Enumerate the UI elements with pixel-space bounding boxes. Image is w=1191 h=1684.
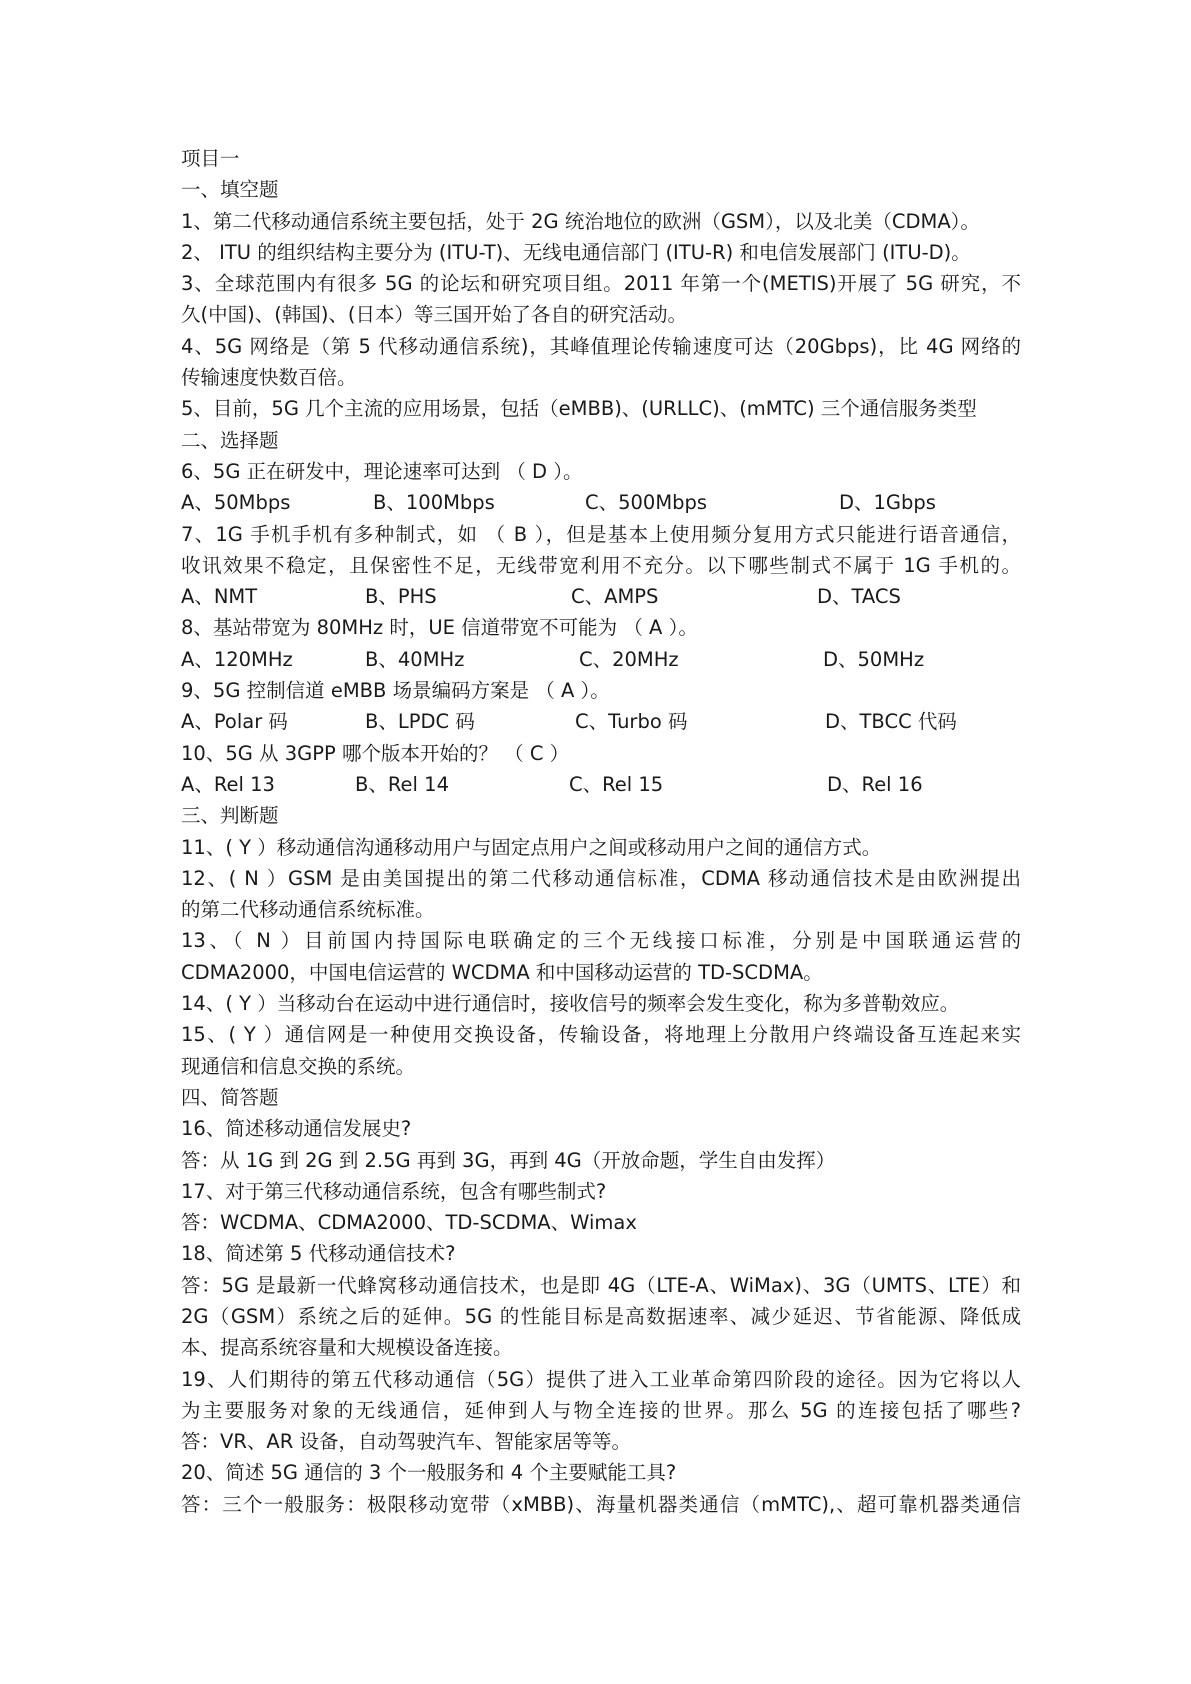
option-b: B、100Mbps — [373, 491, 495, 515]
question-4-line-1: 4、5G 网络是（第 5 代移动通信系统)，其峰值理论传输速度可达（20Gbps)，比 4G 网络的 — [181, 334, 1021, 358]
question-7-options — [181, 581, 1021, 612]
option-a: A、50Mbps — [181, 491, 291, 515]
option-b: B、Rel 14 — [355, 772, 449, 796]
option-a: A、NMT — [181, 585, 258, 609]
answer-20-line-1: 答：三个一般服务：极限移动宽带（xMBB)、海量机器类通信（mMTC),、超可靠机器类通信 — [181, 1492, 1021, 1516]
question-2: 2、 ITU 的组织结构主要分为 (ITU-T)、无线电通信部门 (ITU-R) 和电信发展部门 (ITU-D)。 — [181, 240, 971, 264]
section-heading-short: 四、简答题 — [181, 1085, 279, 1109]
question-9: 9、5G 控制信道 eMBB 场景编码方案是 （ A ）。 — [181, 679, 610, 703]
section-heading-fill: 一、填空题 — [181, 178, 279, 202]
answer-18-line-1: 答：5G 是最新一代蜂窝移动通信技术，也是即 4G（LTE-A、WiMax)、3G（UMTS、LTE）和 — [181, 1273, 1021, 1297]
answer-19: 答：VR、AR 设备，自动驾驶汽车、智能家居等等。 — [181, 1430, 631, 1454]
answer-17: 答：WCDMA、CDMA2000、TD-SCDMA、Wimax — [181, 1211, 637, 1235]
question-10: 10、5G 从 3GPP 哪个版本开始的？ （ C ） — [181, 741, 570, 765]
question-6-options — [181, 487, 1021, 518]
option-c: C、AMPS — [571, 585, 659, 609]
question-7-line-2: 收讯效果不稳定，且保密性不足，无线带宽利用不充分。以下哪些制式不属于 1G 手机的。 — [181, 553, 1021, 577]
answer-18-line-2: 2G（GSM）系统之后的延伸。5G 的性能目标是高数据速率、减少延迟、节省能源、降低成 — [181, 1304, 1021, 1328]
question-15-line-2: 现通信和信息交换的系统。 — [181, 1054, 416, 1078]
document-title: 项目一 — [181, 147, 240, 170]
option-d: D、TACS — [817, 585, 901, 609]
question-13-line-1: 13、（ N ）目前国内持国际电联确定的三个无线接口标准，分别是中国联通运营的 — [181, 929, 1021, 953]
answer-18-line-3: 本、提高系统容量和大规模设备连接。 — [181, 1336, 513, 1360]
question-12-line-1: 12、( N ）GSM 是由美国提出的第二代移动通信标准，CDMA 移动通信技术是由欧洲提出 — [181, 866, 1021, 890]
option-d: D、50MHz — [823, 647, 925, 671]
option-c: C、Turbo 码 — [575, 710, 688, 734]
option-b: B、LPDC 码 — [365, 710, 475, 734]
question-9-options — [181, 706, 1021, 737]
question-20: 20、简述 5G 通信的 3 个一般服务和 4 个主要赋能工具? — [181, 1461, 677, 1485]
option-c: C、500Mbps — [585, 491, 708, 515]
option-d: D、Rel 16 — [827, 772, 923, 796]
question-10-options — [181, 769, 1021, 800]
question-13-line-2: CDMA2000，中国电信运营的 WCDMA 和中国移动运营的 TD-SCDMA。 — [181, 960, 823, 984]
section-heading-choice: 二、选择题 — [181, 428, 279, 452]
option-a: A、Rel 13 — [181, 772, 275, 796]
question-14: 14、( Y ）当移动台在运动中进行通信时，接收信号的频率会发生变化，称为多普勒效应。 — [181, 992, 960, 1016]
question-3-line-1: 3、全球范围内有很多 5G 的论坛和研究项目组。2011 年第一个(METIS)开展了 5G 研究，不 — [181, 272, 1021, 296]
answer-16: 答：从 1G 到 2G 到 2.5G 再到 3G，再到 4G（开放命题，学生自由发挥） — [181, 1148, 836, 1172]
question-8-options — [181, 644, 1021, 675]
document-body — [181, 143, 1021, 1520]
question-4-line-2: 传输速度快数百倍。 — [181, 366, 357, 390]
question-3-line-2: 久(中国)、(韩国)、(日本）等三国开始了各自的研究活动。 — [181, 303, 688, 327]
option-a: A、120MHz — [181, 647, 293, 671]
question-7-line-1: 7、1G 手机手机有多种制式，如 （ B ），但是基本上使用频分复用方式只能进行语音通信， — [181, 522, 1021, 546]
option-d: D、TBCC 代码 — [825, 710, 957, 734]
question-1: 1、第二代移动通信系统主要包括，处于 2G 统治地位的欧洲（GSM），以及北美（CDMA）。 — [181, 209, 980, 233]
question-18: 18、简述第 5 代移动通信技术? — [181, 1242, 456, 1266]
section-heading-judge: 三、判断题 — [181, 804, 279, 828]
question-19-line-1: 19、人们期待的第五代移动通信（5G）提供了进入工业革命第四阶段的途径。因为它将以人 — [181, 1367, 1021, 1391]
question-17: 17、对于第三代移动通信系统，包含有哪些制式? — [181, 1179, 607, 1203]
option-c: C、20MHz — [579, 647, 679, 671]
question-11: 11、( Y ）移动通信沟通移动用户与固定点用户之间或移动用户之间的通信方式。 — [181, 835, 882, 859]
option-a: A、Polar 码 — [181, 710, 288, 734]
question-8: 8、基站带宽为 80MHz 时，UE 信道带宽不可能为 （ A ）。 — [181, 616, 698, 640]
option-d: D、1Gbps — [839, 491, 936, 515]
question-12-line-2: 的第二代移动通信系统标准。 — [181, 898, 435, 922]
question-5: 5、目前，5G 几个主流的应用场景，包括（eMBB)、(URLLC)、(mMTC) 三个通信服务类型 — [181, 397, 977, 421]
question-19-line-2: 为主要服务对象的无线通信，延伸到人与物全连接的世界。那么 5G 的连接包括了哪些? — [181, 1398, 1021, 1422]
question-6: 6、5G 正在研发中，理论速率可达到 （ D ）。 — [181, 459, 583, 483]
option-c: C、Rel 15 — [569, 772, 664, 796]
question-15-line-1: 15、( Y ）通信网是一种使用交换设备，传输设备，将地理上分散用户终端设备互连起来实 — [181, 1023, 1021, 1047]
option-b: B、40MHz — [365, 647, 465, 671]
question-16: 16、简述移动通信发展史? — [181, 1117, 412, 1141]
option-b: B、PHS — [365, 585, 437, 609]
